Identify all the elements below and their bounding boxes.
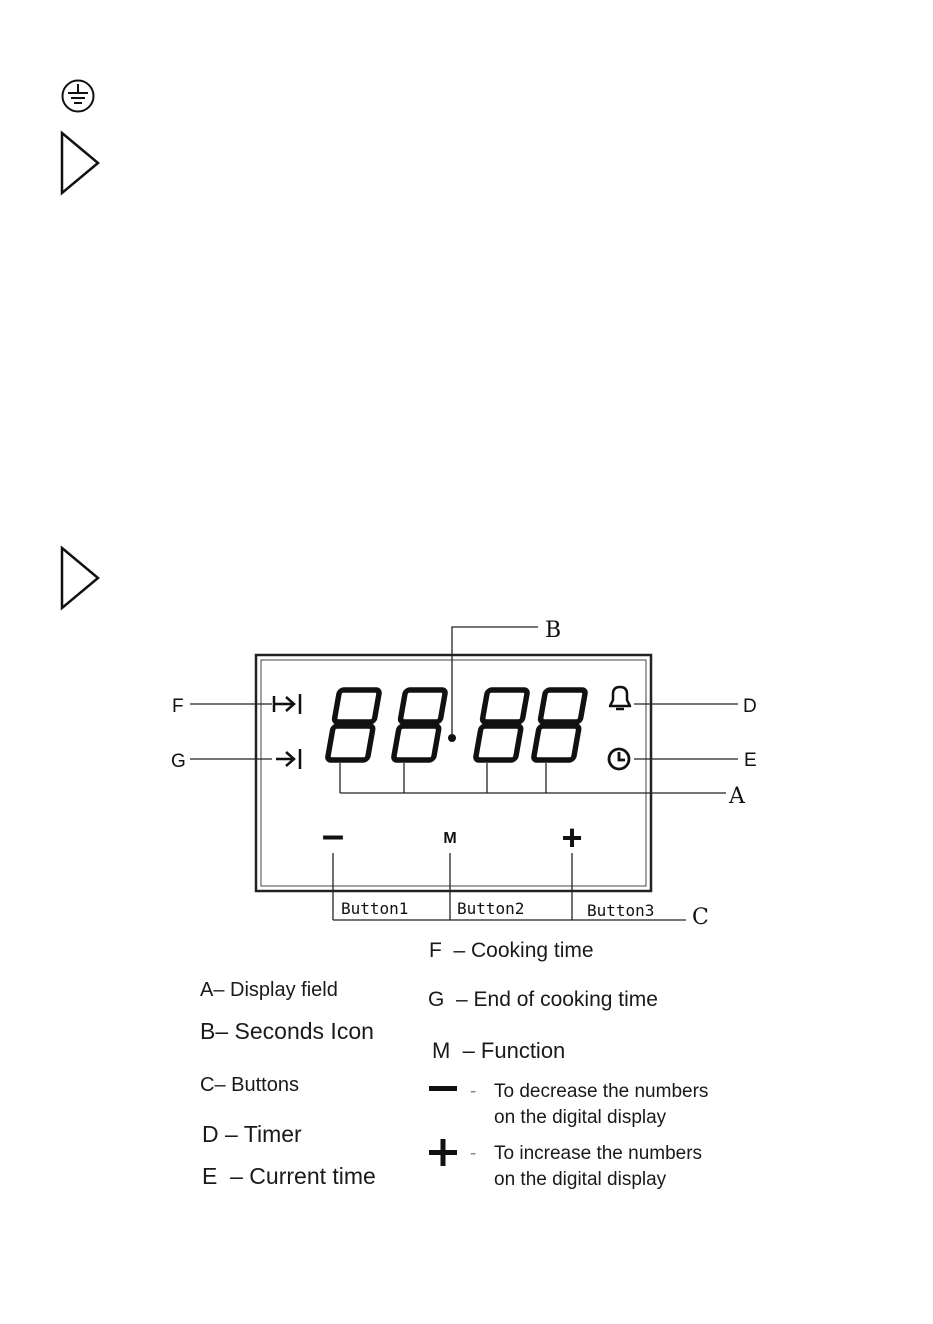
callout-g: G [171, 751, 186, 772]
legend-dash: - [470, 1081, 477, 1102]
callout-d: D [743, 696, 757, 717]
minus-symbol: – [321, 813, 345, 857]
legend-letter: D [202, 1121, 219, 1147]
ground-symbol-icon [60, 78, 96, 114]
legend-letter: E [202, 1163, 218, 1189]
legend-text: – Display field [213, 979, 338, 1001]
button1-label: Button1 [341, 899, 409, 918]
button3-label: Button3 [587, 901, 655, 920]
plus-symbol: + [561, 817, 583, 858]
callout-b: B [545, 618, 562, 643]
legend-dash: - [470, 1143, 477, 1164]
plus-glyph-icon [428, 1138, 460, 1166]
legend-text: – Timer [225, 1121, 302, 1147]
legend-line2: on the digital display [494, 1107, 667, 1128]
bell-icon [610, 687, 630, 709]
legend-c [200, 1074, 299, 1097]
legend-letter: B [200, 1018, 216, 1044]
minus-glyph-icon [428, 1084, 460, 1094]
legend-m [432, 1038, 565, 1064]
legend-text: – Buttons [214, 1074, 299, 1096]
callout-a: A [729, 784, 745, 809]
legend-letter: G [428, 988, 445, 1011]
legend-text: – Current time [230, 1163, 376, 1189]
legend-line1: To decrease the numbers [494, 1081, 709, 1102]
legend-decrease [470, 1079, 709, 1128]
end-of-cooking-time-icon [276, 749, 300, 769]
legend-e [202, 1163, 376, 1190]
m-symbol: M [443, 830, 457, 847]
legend-a [200, 979, 338, 1002]
clock-icon [609, 749, 629, 769]
legend-g [428, 988, 658, 1012]
digit-display [327, 690, 585, 760]
legend-f [429, 939, 594, 963]
legend-text: – Function [462, 1038, 566, 1063]
legend-letter: M [432, 1038, 451, 1063]
cooking-time-icon [274, 694, 300, 714]
legend-text: – End of cooking time [456, 988, 658, 1011]
legend-text: – Seconds Icon [215, 1018, 374, 1044]
display-panel-frame [256, 655, 651, 891]
callout-f: F [172, 696, 184, 717]
legend-letter: F [429, 939, 442, 962]
legend-line2: on the digital display [494, 1169, 667, 1190]
triangle-right-icon [58, 130, 102, 196]
legend-line1: To increase the numbers [494, 1143, 703, 1164]
callout-e: E [744, 750, 757, 771]
legend-b [200, 1018, 374, 1045]
control-panel-diagram [0, 600, 933, 940]
legend-letter: A [200, 979, 214, 1001]
legend-increase [470, 1141, 703, 1190]
legend-letter: C [200, 1074, 215, 1096]
legend-text: – Cooking time [453, 939, 594, 962]
legend-d [202, 1121, 302, 1148]
button2-label: Button2 [457, 899, 525, 918]
callout-c: C [692, 905, 709, 930]
